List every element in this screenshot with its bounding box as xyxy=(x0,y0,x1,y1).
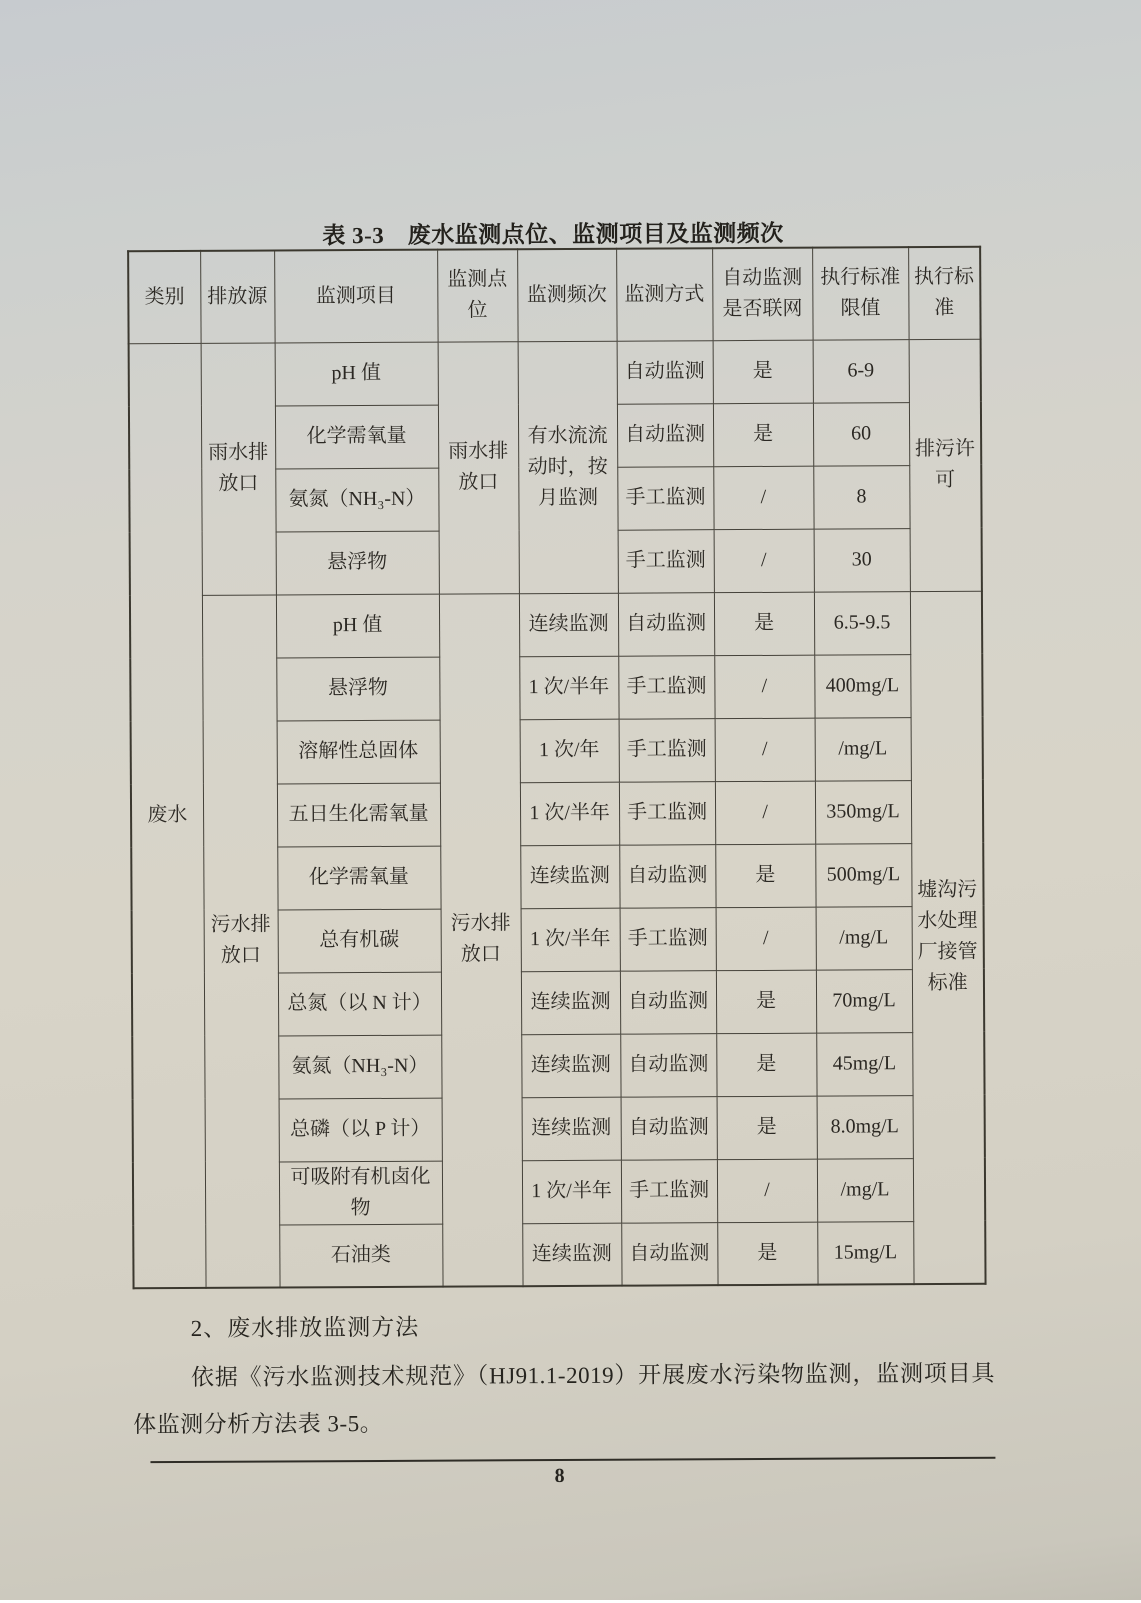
cell-networked: 是 xyxy=(716,970,816,1034)
cell-limit: /mg/L xyxy=(816,906,912,970)
cell-networked: 是 xyxy=(717,1096,817,1160)
cell-frequency: 连续监测 xyxy=(521,971,620,1035)
cell-networked: 是 xyxy=(715,844,815,908)
section-heading: 2、废水排放监测方法 xyxy=(191,1309,420,1343)
cell-limit: 8 xyxy=(813,465,909,529)
cell-item: pH 值 xyxy=(275,342,438,406)
cell-frequency: 连续监测 xyxy=(522,1097,621,1161)
cell-frequency: 连续监测 xyxy=(520,845,619,909)
cell-limit: 60 xyxy=(813,402,909,466)
cell-item: 总有机碳 xyxy=(278,909,441,973)
cell-item: 总磷（以 P 计） xyxy=(279,1098,442,1162)
cell-networked: / xyxy=(715,781,815,845)
cell-standard-rain: 排污许可 xyxy=(909,339,982,591)
col-header-item: 监测项目 xyxy=(274,250,437,343)
cell-limit: 45mg/L xyxy=(816,1032,912,1096)
col-header-point: 监测点位 xyxy=(437,249,517,341)
cell-limit: 400mg/L xyxy=(814,654,910,718)
cell-method: 手工监测 xyxy=(617,466,713,530)
cell-method: 手工监测 xyxy=(619,718,715,782)
cell-limit: 30 xyxy=(814,528,910,592)
col-header-limit: 执行标准限值 xyxy=(812,247,908,340)
cell-method: 自动监测 xyxy=(619,844,715,908)
table-row xyxy=(130,591,982,658)
cell-source-sewage: 污水排放口 xyxy=(202,594,280,1287)
cell-limit: 70mg/L xyxy=(816,969,912,1033)
cell-networked: 是 xyxy=(714,592,814,656)
col-header-standard: 执行标准 xyxy=(908,247,980,339)
cell-source-rain: 雨水排放口 xyxy=(201,342,276,594)
cell-method: 手工监测 xyxy=(621,1159,717,1223)
cell-item: 氨氮（NH₃-N） xyxy=(278,1035,441,1099)
cell-limit: 8.0mg/L xyxy=(817,1095,913,1159)
cell-frequency: 连续监测 xyxy=(521,1034,620,1098)
wastewater-monitoring-table xyxy=(127,246,986,1289)
cell-networked: 是 xyxy=(716,1033,816,1097)
cell-item: 石油类 xyxy=(279,1224,442,1288)
cell-networked: / xyxy=(714,529,814,593)
cell-frequency: 1 次/年 xyxy=(520,719,619,783)
cell-method: 手工监测 xyxy=(618,655,714,719)
table-header-row xyxy=(128,247,980,343)
table-row xyxy=(129,339,981,406)
cell-method: 自动监测 xyxy=(617,403,713,467)
cell-networked: 是 xyxy=(713,340,813,404)
cell-category: 废水 xyxy=(129,343,206,1288)
cell-frequency: 连续监测 xyxy=(519,593,618,657)
cell-frequency: 连续监测 xyxy=(522,1223,621,1287)
cell-frequency: 1 次/半年 xyxy=(520,782,619,846)
cell-networked: / xyxy=(713,466,813,530)
cell-frequency: 1 次/半年 xyxy=(519,656,618,720)
cell-item: 悬浮物 xyxy=(276,531,439,595)
cell-item: 化学需氧量 xyxy=(277,846,440,910)
cell-method: 自动监测 xyxy=(621,1096,717,1160)
cell-method: 手工监测 xyxy=(618,529,714,593)
cell-method: 自动监测 xyxy=(620,1033,716,1097)
table-title: 表 3-3 废水监测点位、监测项目及监测频次 xyxy=(127,214,979,251)
cell-networked: 是 xyxy=(713,403,813,467)
cell-networked: / xyxy=(714,655,814,719)
cell-limit: 6.5-9.5 xyxy=(814,591,910,655)
cell-item: 五日生化需氧量 xyxy=(277,783,440,847)
cell-limit: 6-9 xyxy=(813,339,909,403)
cell-method: 自动监测 xyxy=(621,1222,717,1286)
cell-method: 自动监测 xyxy=(618,592,714,656)
cell-standard-sewage: 墟沟污水处理厂接管标准 xyxy=(910,591,986,1284)
cell-limit: /mg/L xyxy=(817,1158,913,1222)
cell-networked: / xyxy=(716,907,816,971)
col-header-source: 排放源 xyxy=(200,250,274,342)
col-header-method: 监测方式 xyxy=(616,248,712,341)
page-number: 8 xyxy=(133,1463,985,1490)
cell-frequency-rain: 有水流流动时，按月监测 xyxy=(518,341,618,594)
footer-divider xyxy=(150,1457,995,1463)
cell-networked: 是 xyxy=(717,1222,817,1286)
cell-item: 悬浮物 xyxy=(276,657,439,721)
cell-frequency: 1 次/半年 xyxy=(521,908,620,972)
cell-method: 自动监测 xyxy=(620,970,716,1034)
cell-item: 化学需氧量 xyxy=(275,405,438,469)
body-paragraph: 依据《污水监测技术规范》（HJ91.1-2019）开展废水污染物监测，监测项目具体监测分析方法表 3-5。 xyxy=(133,1350,995,1449)
cell-limit: /mg/L xyxy=(815,717,911,781)
cell-method: 手工监测 xyxy=(619,781,715,845)
cell-method: 自动监测 xyxy=(617,340,713,404)
cell-method: 手工监测 xyxy=(620,907,716,971)
cell-item: 氨氮（NH₃-N） xyxy=(275,468,438,532)
col-header-frequency: 监测频次 xyxy=(517,249,616,342)
cell-point-sewage: 污水排放口 xyxy=(439,593,523,1286)
col-header-category: 类别 xyxy=(128,251,200,343)
cell-networked: / xyxy=(715,718,815,782)
cell-limit: 350mg/L xyxy=(815,780,911,844)
cell-item: 可吸附有机卤化物 xyxy=(279,1161,442,1225)
cell-frequency: 1 次/半年 xyxy=(522,1160,621,1224)
cell-item: 总氮（以 N 计） xyxy=(278,972,441,1036)
cell-limit: 15mg/L xyxy=(817,1221,913,1285)
cell-point-rain: 雨水排放口 xyxy=(438,341,519,593)
col-header-networked: 自动监测是否联网 xyxy=(712,248,812,341)
cell-limit: 500mg/L xyxy=(815,843,911,907)
cell-networked: / xyxy=(717,1159,817,1223)
cell-item: pH 值 xyxy=(276,594,439,658)
cell-item: 溶解性总固体 xyxy=(277,720,440,784)
